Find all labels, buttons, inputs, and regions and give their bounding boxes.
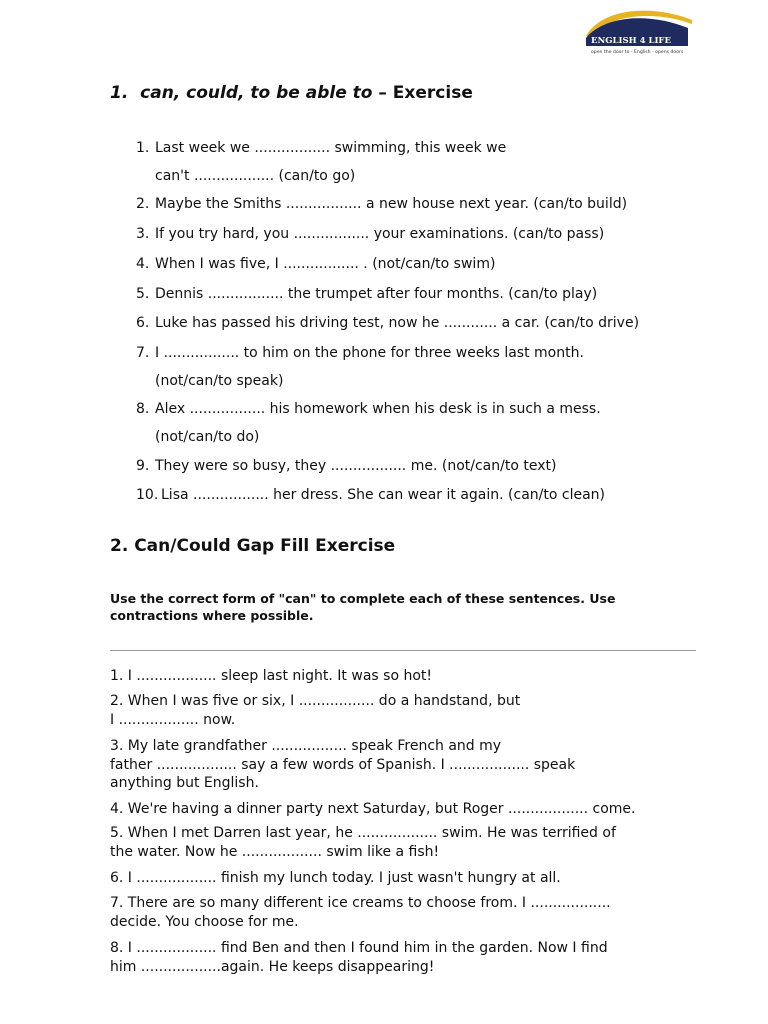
ex1-item-7-continuation: (not/can/to speak)	[155, 373, 284, 389]
ex2-item-line: 2. When I was five or six, I ................. do a handstand, but	[110, 693, 521, 709]
ex2-item-1	[110, 667, 700, 686]
ex2-item-3	[110, 737, 700, 793]
ex1-item-7	[136, 344, 584, 362]
ex1-item-text: When I was five, I ................. . (not/can/to swim)	[155, 256, 496, 272]
ex2-item-7	[110, 894, 700, 931]
ex1-item-2	[136, 195, 627, 213]
ex2-item-2	[110, 692, 700, 729]
ex2-item-line: father .................. say a few words of Spanish. I .................. speak	[110, 756, 576, 773]
ex1-item-text: Last week we ................. swimming, this week we	[155, 140, 507, 156]
ex2-item-line: I .................. now.	[110, 711, 236, 728]
section2-instructions: Use the correct form of "can" to complete each of these sentences. Use contractions where possible.	[110, 591, 616, 623]
ex1-item-9	[136, 457, 556, 475]
ex1-item-6	[136, 314, 639, 332]
ex2-item-line: 7. There are so many different ice creams to choose from. I ..................	[110, 895, 611, 911]
ex1-item-8	[136, 400, 601, 418]
ex1-item-number: 4.	[136, 256, 150, 272]
ex2-item-4	[110, 800, 700, 819]
ex1-item-text: I ................. to him on the phone for three weeks last month.	[155, 345, 584, 361]
section2-heading: 2. Can/Could Gap Fill Exercise	[110, 536, 396, 556]
ex1-item-number: 10.	[136, 487, 159, 503]
ex1-item-text: Alex ................. his homework when his desk is in such a mess.	[155, 401, 601, 417]
ex1-item-8-continuation: (not/can/to do)	[155, 429, 260, 445]
ex1-item-number: 2.	[136, 196, 150, 212]
logo-graphic	[582, 2, 696, 58]
ex1-item-number: 9.	[136, 458, 150, 474]
ex1-item-text: If you try hard, you ................. your examinations. (can/to pass)	[155, 226, 605, 242]
ex1-item-number: 6.	[136, 315, 150, 331]
ex1-item-number: 5.	[136, 286, 150, 302]
ex1-item-text: Luke has passed his driving test, now he ............ a car. (can/to drive)	[155, 315, 640, 331]
ex1-item-text: They were so busy, they ................. me. (not/can/to text)	[155, 458, 557, 474]
ex1-item-1	[136, 139, 506, 157]
ex1-item-4	[136, 255, 495, 273]
ex2-item-line: 6. I .................. finish my lunch today. I just wasn't hungry at all.	[110, 870, 561, 886]
ex2-item-line: decide. You choose for me.	[110, 913, 299, 930]
ex2-item-line: the water. Now he .................. swim like a fish!	[110, 843, 440, 860]
brand-logo	[582, 2, 696, 58]
ex2-item-line: 4. We're having a dinner party next Saturday, but Roger .................. come.	[110, 801, 636, 817]
ex1-item-3	[136, 225, 604, 243]
ex1-item-number: 1.	[136, 140, 150, 156]
section1-title-italic: can, could, to be able to	[140, 83, 373, 103]
ex2-item-5	[110, 824, 700, 861]
ex1-item-text: Lisa ................. her dress. She can wear it again. (can/to clean)	[161, 487, 606, 503]
ex1-item-1-continuation: can't .................. (can/to go)	[155, 168, 356, 184]
ex2-item-line: anything but English.	[110, 775, 259, 791]
ex1-item-5	[136, 285, 597, 303]
section1-number: 1.	[110, 83, 129, 103]
ex2-item-line: 3. My late grandfather ................. speak French and my	[110, 738, 502, 754]
ex2-item-line: 5. When I met Darren last year, he .................. swim. He was terrified of	[110, 825, 616, 841]
section1-heading	[110, 83, 473, 103]
ex2-item-6	[110, 869, 700, 888]
ex2-item-line: 1. I .................. sleep last night. It was so hot!	[110, 668, 432, 684]
section-divider	[110, 650, 696, 651]
ex1-item-number: 3.	[136, 226, 150, 242]
ex1-item-number: 7.	[136, 345, 150, 361]
ex1-item-number: 8.	[136, 401, 150, 417]
ex2-item-line: him ..................again. He keeps disappearing!	[110, 958, 435, 975]
logo-tagline: open the door to - English - opens doors	[591, 50, 684, 55]
ex1-item-10	[136, 486, 605, 504]
ex2-item-line: 8. I .................. find Ben and then I found him in the garden. Now I find	[110, 940, 608, 956]
ex1-item-text: Dennis ................. the trumpet after four months. (can/to play)	[155, 286, 598, 302]
section1-title-rest: – Exercise	[372, 83, 473, 103]
ex2-item-8	[110, 939, 700, 976]
logo-text: ENGLISH 4 LIFE	[591, 36, 671, 46]
ex1-item-text: Maybe the Smiths ................. a new house next year. (can/to build)	[155, 196, 628, 212]
